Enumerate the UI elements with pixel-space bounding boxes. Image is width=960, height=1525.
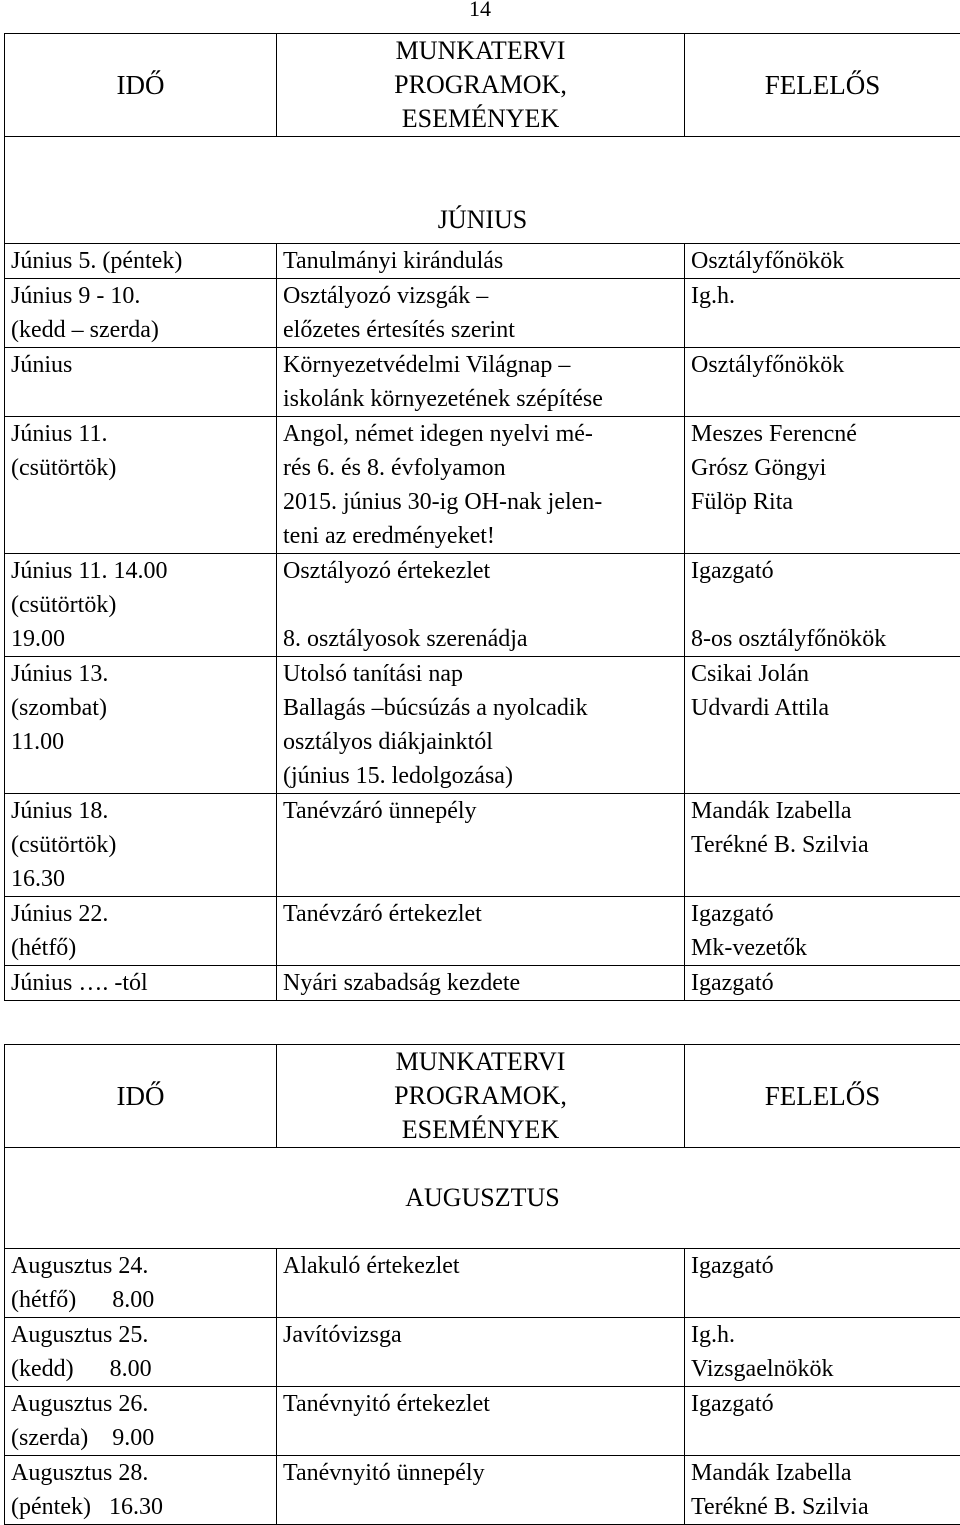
row-program-line: (június 15. ledolgozása) <box>283 759 678 793</box>
schedule-row <box>5 554 960 657</box>
row-time <box>5 554 277 657</box>
header-program-line: PROGRAMOK, <box>283 1079 678 1113</box>
schedule-row <box>5 244 960 279</box>
row-program-line: Utolsó tanítási nap <box>283 657 678 691</box>
row-responsible-line: Terékné B. Szilvia <box>691 828 954 862</box>
row-time <box>5 1249 277 1318</box>
row-responsible-line: 8-os osztályfőnökök <box>691 622 954 656</box>
row-program-line: Tanévzáró értekezlet <box>283 897 678 931</box>
row-time-line: Augusztus 25. <box>11 1318 270 1352</box>
row-time-line: Június 22. <box>11 897 270 931</box>
row-time <box>5 966 277 1001</box>
row-responsible <box>685 1456 960 1525</box>
row-time <box>5 279 277 348</box>
row-program <box>277 897 685 966</box>
schedule-row <box>5 657 960 794</box>
row-responsible-line: Vizsgaelnökök <box>691 1352 954 1386</box>
schedule-row <box>5 417 960 554</box>
row-responsible-line <box>691 588 954 622</box>
row-time-line: Június <box>11 348 270 382</box>
row-time <box>5 244 277 279</box>
header-responsible: FELELŐS <box>685 1045 960 1148</box>
row-program-line: Tanévnyitó ünnepély <box>283 1456 678 1490</box>
row-program-line <box>283 588 678 622</box>
row-program <box>277 417 685 554</box>
row-responsible-line: Udvardi Attila <box>691 691 954 725</box>
row-program-line: Tanulmányi kirándulás <box>283 244 678 278</box>
row-time <box>5 794 277 897</box>
row-responsible-line: Igazgató <box>691 897 954 931</box>
row-responsible-line: Terékné B. Szilvia <box>691 1490 954 1524</box>
row-time-line: (csütörtök) <box>11 451 270 485</box>
row-responsible <box>685 1318 960 1387</box>
row-time-line: Augusztus 26. <box>11 1387 270 1421</box>
schedule-row <box>5 794 960 897</box>
row-responsible <box>685 1387 960 1456</box>
row-time-line: 11.00 <box>11 725 270 759</box>
row-program <box>277 244 685 279</box>
header-program-line: MUNKATERVI <box>283 1045 678 1079</box>
row-time-line: (hétfő) 8.00 <box>11 1283 270 1317</box>
row-responsible-line: Igazgató <box>691 1249 954 1283</box>
row-program-line: Tanévnyitó értekezlet <box>283 1387 678 1421</box>
header-time: IDŐ <box>5 1045 277 1148</box>
row-time-line: Június 18. <box>11 794 270 828</box>
row-program <box>277 1387 685 1456</box>
row-program <box>277 1318 685 1387</box>
row-time-line: (csütörtök) <box>11 588 270 622</box>
row-responsible-line: Igazgató <box>691 554 954 588</box>
row-time-line: Június 11. <box>11 417 270 451</box>
month-row <box>5 1148 960 1249</box>
row-responsible <box>685 348 960 417</box>
row-program <box>277 794 685 897</box>
row-time-line: (kedd – szerda) <box>11 313 270 347</box>
header-program-line: ESEMÉNYEK <box>283 1113 678 1147</box>
row-program-line: iskolánk környezetének szépítése <box>283 382 678 416</box>
row-responsible <box>685 1249 960 1318</box>
row-time <box>5 1387 277 1456</box>
row-program-line: Környezetvédelmi Világnap – <box>283 348 678 382</box>
row-time <box>5 657 277 794</box>
schedule-row <box>5 1318 960 1387</box>
row-responsible <box>685 966 960 1001</box>
row-responsible-line: Fülöp Rita <box>691 485 954 519</box>
june-table-body <box>5 34 960 1001</box>
row-responsible <box>685 554 960 657</box>
row-responsible-line: Grósz Göngyi <box>691 451 954 485</box>
row-responsible-line: Osztályfőnökök <box>691 244 954 278</box>
row-program <box>277 279 685 348</box>
june-schedule-table <box>4 33 960 1001</box>
row-responsible <box>685 417 960 554</box>
header-program <box>277 1045 685 1148</box>
row-program-line: Osztályozó vizsgák – <box>283 279 678 313</box>
row-time <box>5 1318 277 1387</box>
row-program-line: teni az eredményeket! <box>283 519 678 553</box>
schedule-row <box>5 1387 960 1456</box>
schedule-row <box>5 1249 960 1318</box>
row-program-line: Tanévzáró ünnepély <box>283 794 678 828</box>
row-program <box>277 554 685 657</box>
row-responsible-line: Csikai Jolán <box>691 657 954 691</box>
table-header-row <box>5 1045 960 1148</box>
header-program-line: PROGRAMOK, <box>283 68 678 102</box>
row-time-line: 16.30 <box>11 862 270 896</box>
row-responsible-line: Igazgató <box>691 966 954 1000</box>
row-program-line: előzetes értesítés szerint <box>283 313 678 347</box>
row-time-line: Június 13. <box>11 657 270 691</box>
row-program-line: Nyári szabadság kezdete <box>283 966 678 1000</box>
row-program <box>277 1249 685 1318</box>
schedule-row <box>5 279 960 348</box>
row-responsible-line: Mk-vezetők <box>691 931 954 965</box>
month-title: AUGUSZTUS <box>5 1148 960 1249</box>
row-time <box>5 1456 277 1525</box>
month-title: JÚNIUS <box>5 137 960 244</box>
header-program-line: MUNKATERVI <box>283 34 678 68</box>
row-time-line: (szombat) <box>11 691 270 725</box>
row-time-line: Június 5. (péntek) <box>11 244 270 278</box>
row-responsible <box>685 279 960 348</box>
schedule-row <box>5 348 960 417</box>
row-program-line: Osztályozó értekezlet <box>283 554 678 588</box>
row-time-line: Augusztus 24. <box>11 1249 270 1283</box>
header-program-line: ESEMÉNYEK <box>283 102 678 136</box>
row-program-line: Ballagás –búcsúzás a nyolcadik <box>283 691 678 725</box>
row-time-line: 19.00 <box>11 622 270 656</box>
row-responsible-line: Mandák Izabella <box>691 794 954 828</box>
header-program <box>277 34 685 137</box>
row-responsible <box>685 657 960 794</box>
month-row <box>5 137 960 244</box>
row-program-line: 2015. június 30-ig OH-nak jelen- <box>283 485 678 519</box>
schedule-row <box>5 897 960 966</box>
row-program <box>277 657 685 794</box>
row-responsible-line: Ig.h. <box>691 279 954 313</box>
row-time-line: (szerda) 9.00 <box>11 1421 270 1455</box>
row-time-line: Augusztus 28. <box>11 1456 270 1490</box>
row-responsible-line: Osztályfőnökök <box>691 348 954 382</box>
row-time-line: (csütörtök) <box>11 828 270 862</box>
row-responsible-line: Ig.h. <box>691 1318 954 1352</box>
row-time-line: (péntek) 16.30 <box>11 1490 270 1524</box>
row-time-line: Június …. -tól <box>11 966 270 1000</box>
schedule-row <box>5 1456 960 1525</box>
schedule-row <box>5 966 960 1001</box>
august-table-body <box>5 1045 960 1525</box>
row-responsible-line: Meszes Ferencné <box>691 417 954 451</box>
row-time-line: (kedd) 8.00 <box>11 1352 270 1386</box>
row-responsible-line: Igazgató <box>691 1387 954 1421</box>
row-time-line: Június 9 - 10. <box>11 279 270 313</box>
row-time-line: Június 11. 14.00 <box>11 554 270 588</box>
row-time <box>5 897 277 966</box>
row-program-line: Angol, német idegen nyelvi mé- <box>283 417 678 451</box>
row-program-line: rés 6. és 8. évfolyamon <box>283 451 678 485</box>
header-responsible: FELELŐS <box>685 34 960 137</box>
row-program-line: 8. osztályosok szerenádja <box>283 622 678 656</box>
row-time-line: (hétfő) <box>11 931 270 965</box>
row-program <box>277 348 685 417</box>
row-program <box>277 966 685 1001</box>
row-program <box>277 1456 685 1525</box>
row-responsible <box>685 794 960 897</box>
row-responsible <box>685 897 960 966</box>
row-program-line: Alakuló értekezlet <box>283 1249 678 1283</box>
row-responsible-line: Mandák Izabella <box>691 1456 954 1490</box>
page-number: 14 <box>0 0 960 26</box>
header-time: IDŐ <box>5 34 277 137</box>
row-time <box>5 348 277 417</box>
row-time <box>5 417 277 554</box>
table-header-row <box>5 34 960 137</box>
row-program-line: Javítóvizsga <box>283 1318 678 1352</box>
row-responsible <box>685 244 960 279</box>
row-program-line: osztályos diákjainktól <box>283 725 678 759</box>
august-schedule-table <box>4 1044 960 1525</box>
